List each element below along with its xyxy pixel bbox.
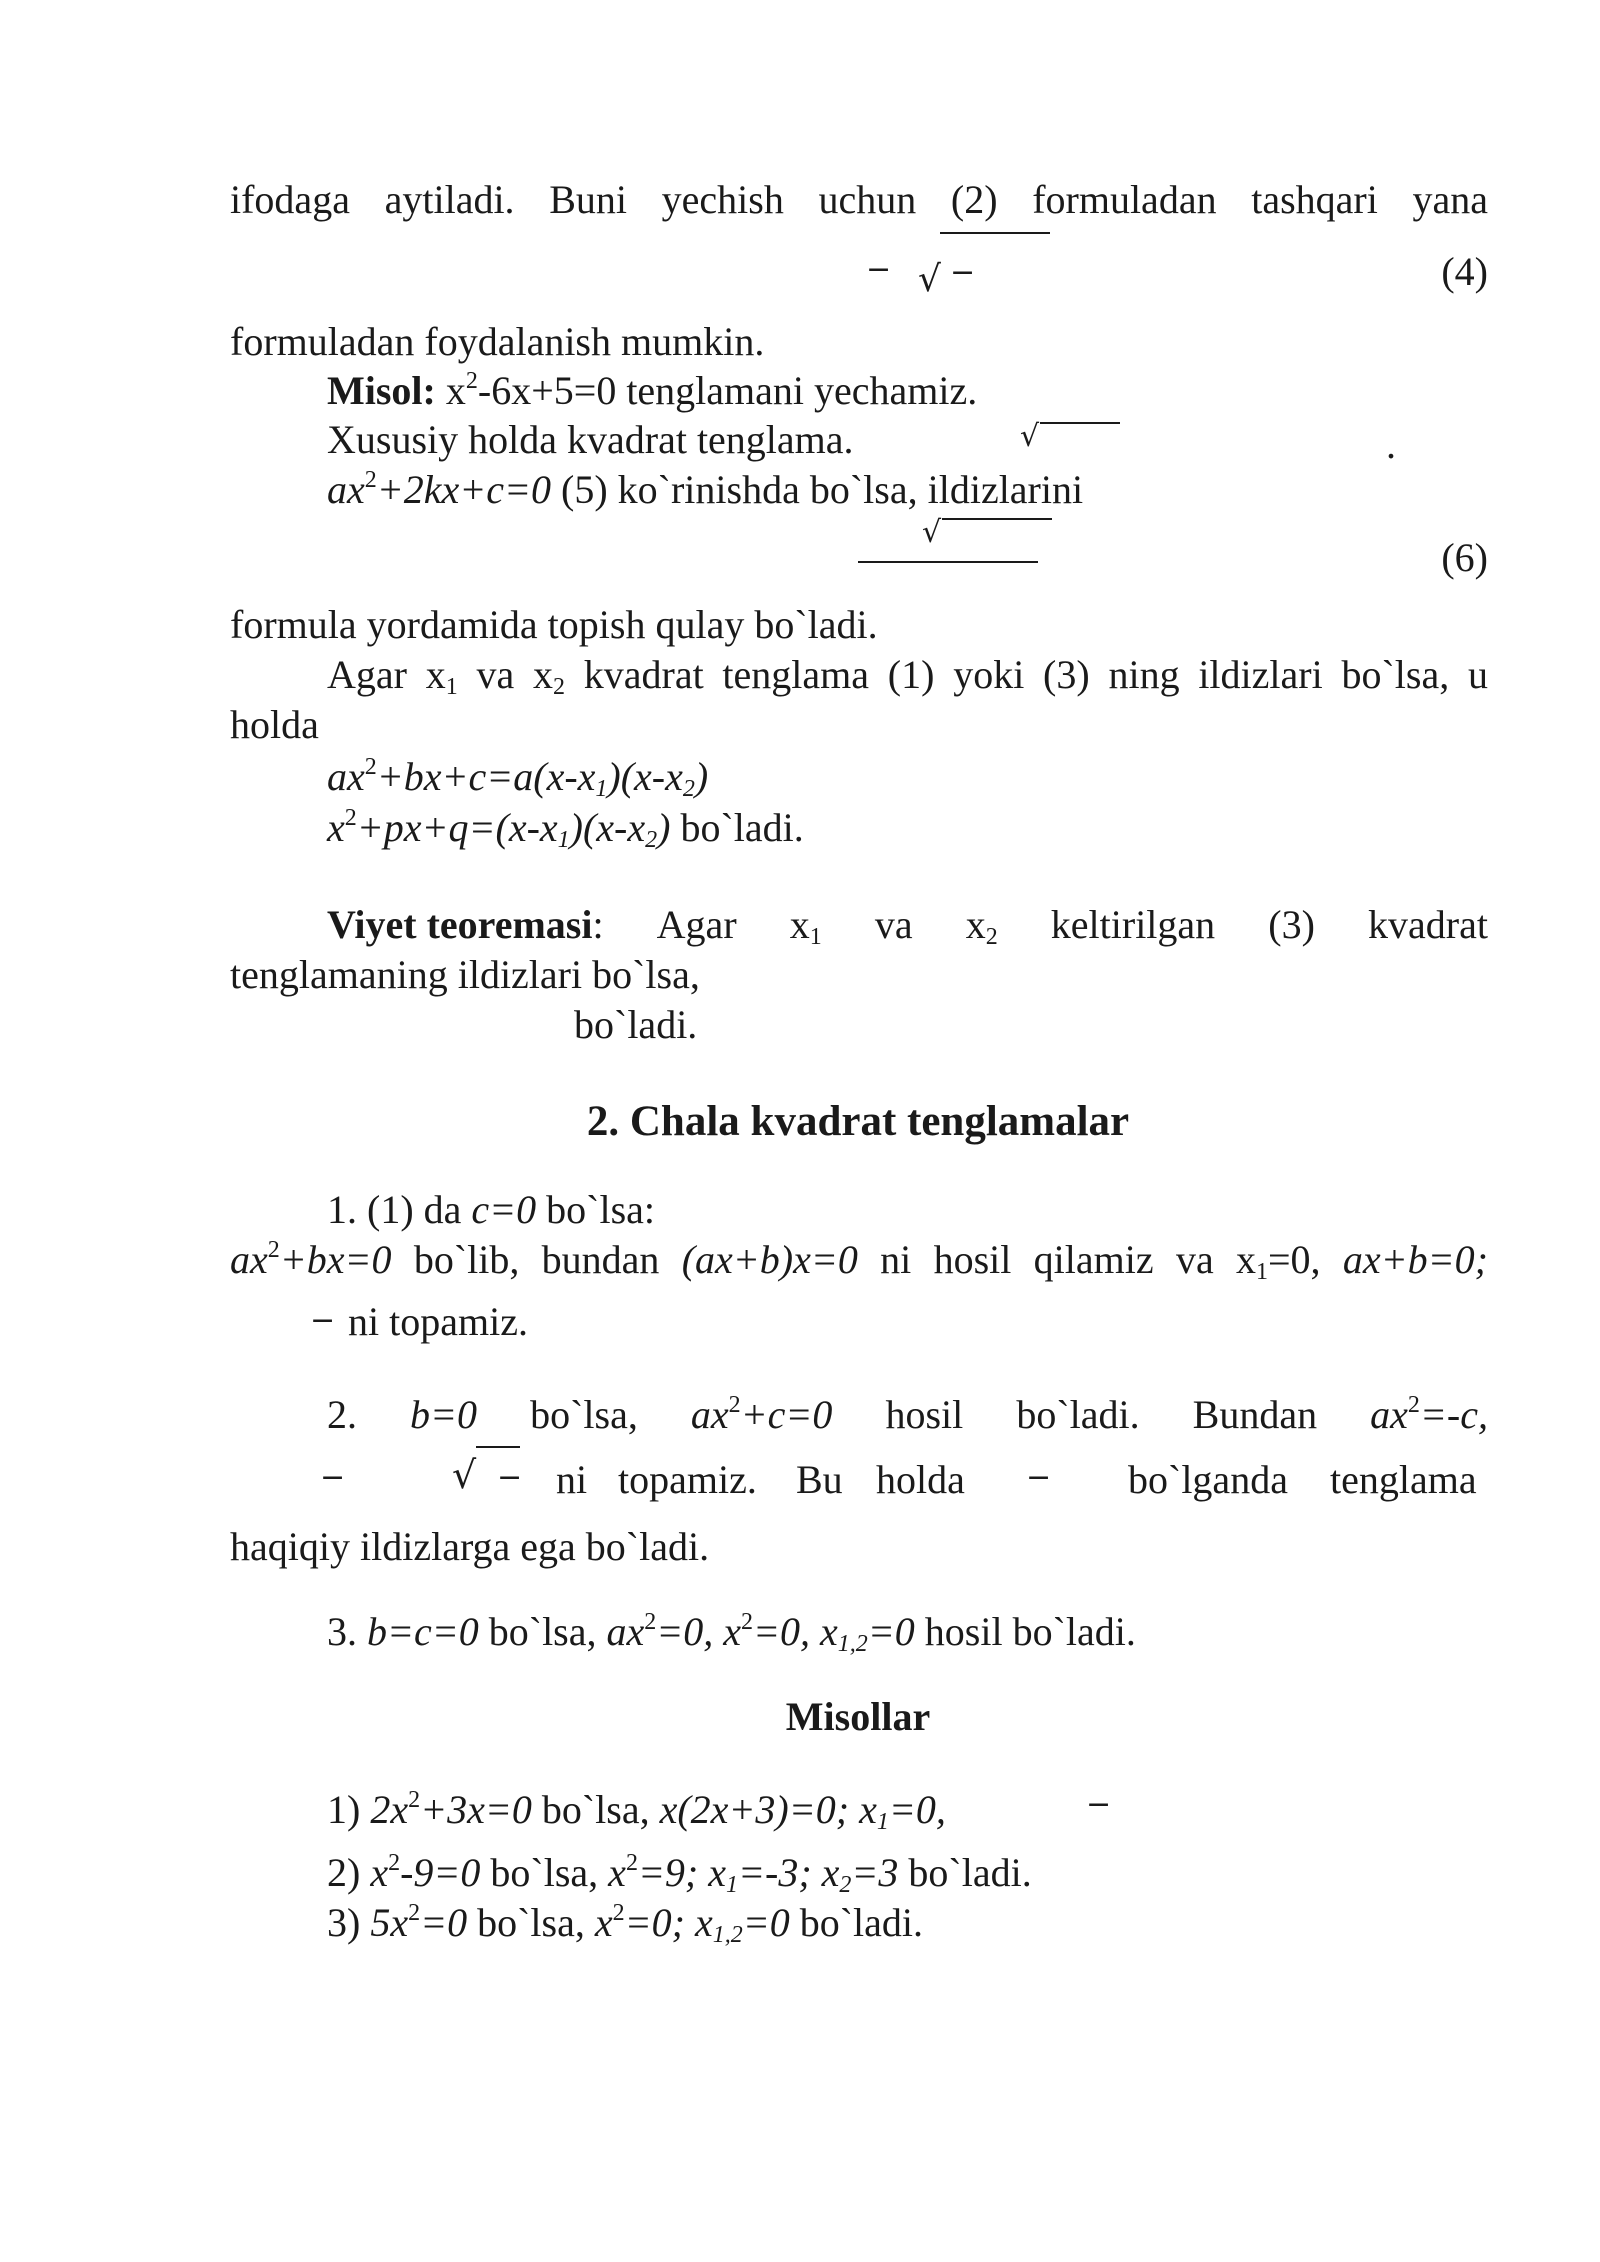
theorem-label: Viyet teoremasi	[327, 902, 593, 947]
text: ni	[880, 1237, 912, 1282]
text: formuladan foydalanish mumkin.	[230, 319, 765, 364]
formula-text: ax	[230, 1237, 268, 1282]
text: 2)	[327, 1850, 371, 1895]
superscript: 2	[465, 368, 478, 394]
text: Xususiy holda kvadrat tenglama.	[327, 417, 854, 462]
formula-text: ax+b=0;	[1342, 1237, 1488, 1282]
paragraph-line	[230, 952, 700, 997]
radical-bar	[476, 1446, 520, 1448]
text: holda	[230, 702, 319, 747]
text: bo`lsa,	[531, 1787, 660, 1832]
text: ifodaga aytiladi. Buni yechish uchun (2) formuladan tashqari yana	[230, 177, 1488, 222]
formula-text: b=0	[410, 1392, 478, 1437]
text: bo`lsa,	[530, 1392, 638, 1437]
superscript: 2	[408, 1787, 421, 1813]
paragraph-line	[574, 1002, 698, 1047]
example-item	[327, 1787, 946, 1835]
formula-text: )(x-x	[607, 754, 683, 799]
example-item	[327, 1900, 924, 1948]
minus-sign: −	[866, 252, 892, 287]
superscript: 2	[364, 467, 377, 493]
fraction-bar	[858, 561, 1038, 563]
text: bo`ladi.	[898, 1850, 1032, 1895]
text: Bundan	[1192, 1392, 1318, 1437]
formula-text: =0, x	[753, 1609, 838, 1654]
superscript: 2	[625, 1850, 638, 1876]
text: hosil	[885, 1392, 964, 1437]
subscript: 1	[726, 1872, 739, 1898]
paragraph-line	[348, 1299, 528, 1344]
formula-text: )	[657, 805, 671, 850]
theorem-line	[327, 902, 1488, 950]
paragraph-line	[230, 1524, 710, 1569]
formula-text: ax	[327, 467, 365, 512]
formula-text: +bx=0	[279, 1237, 392, 1282]
text: bo`lsa,	[467, 1900, 595, 1945]
text: tenglamaning ildizlari bo`lsa,	[230, 952, 700, 997]
formula-text: +2kx+c=0	[376, 467, 552, 512]
paragraph-line	[327, 1187, 656, 1232]
text: 3)	[327, 1900, 371, 1945]
paragraph-line	[230, 702, 319, 747]
formula-text: +c=0	[740, 1392, 833, 1437]
paragraph-line	[327, 467, 1084, 512]
formula-text: x	[594, 1900, 613, 1945]
text: 2.	[327, 1392, 357, 1437]
text: ni	[556, 1457, 588, 1502]
text: bundan	[541, 1237, 660, 1282]
formula-text: +bx+c=a(x-x	[376, 754, 596, 799]
formula-text: ax	[1370, 1392, 1408, 1437]
subscript: 1	[809, 924, 822, 950]
text: bo`ladi.	[670, 805, 804, 850]
formula-text: x	[370, 1850, 389, 1895]
text: =0,	[1268, 1237, 1321, 1282]
superscript: 2	[644, 1609, 657, 1635]
paragraph-line	[230, 319, 765, 364]
subscript: 1	[445, 674, 458, 700]
formula-text: =0; x	[624, 1900, 713, 1945]
text: Agar x	[327, 652, 446, 697]
example-item	[327, 1850, 1032, 1898]
subscript: 2	[839, 1872, 852, 1898]
formula	[1370, 1392, 1488, 1437]
formula-text: ax	[690, 1392, 729, 1437]
formula-text: =0	[867, 1609, 915, 1654]
formula-text: =0	[420, 1900, 468, 1945]
superscript: 2	[388, 1850, 401, 1876]
subscript: 1,2	[837, 1631, 868, 1657]
text: bo`lsa,	[480, 1850, 609, 1895]
text: bo`ladi.	[574, 1002, 698, 1047]
text: Agar	[656, 902, 737, 947]
text: bo`lsa,	[478, 1609, 607, 1654]
formula-text: =3	[851, 1850, 899, 1895]
text: holda	[876, 1457, 965, 1502]
text: x	[1236, 1237, 1256, 1282]
subscript: 1	[876, 1809, 889, 1835]
variable	[789, 902, 822, 950]
superscript: 2	[741, 1609, 754, 1635]
text: va	[1175, 1237, 1214, 1282]
text: bo`lib,	[413, 1237, 520, 1282]
text: topamiz.	[618, 1457, 757, 1502]
formula-text: +px+q=(x-x	[356, 805, 558, 850]
formula-text: -9=0	[400, 1850, 481, 1895]
example-line	[327, 368, 978, 413]
subscript: 2	[552, 674, 565, 700]
text: x	[965, 902, 986, 947]
text: kvadrat tenglama (1) yoki (3) ning ildizlari bo`lsa, u	[564, 652, 1488, 697]
text: formula yordamida topish qulay bo`ladi.	[230, 602, 878, 647]
paragraph-line	[327, 1392, 1488, 1437]
paragraph-line	[230, 602, 878, 647]
radical-bar	[940, 232, 1050, 234]
formula-line	[327, 754, 709, 802]
formula-text: ax	[606, 1609, 645, 1654]
formula-text: )(x-x	[569, 805, 646, 850]
sqrt-icon: √	[452, 1453, 477, 1497]
formula	[1236, 1237, 1321, 1285]
formula-text: x	[608, 1850, 626, 1895]
text: va	[874, 902, 913, 947]
subscript: 1	[557, 827, 570, 853]
minus-sign: −	[320, 1460, 346, 1495]
formula-line	[327, 805, 804, 853]
formula-text: 5x	[370, 1900, 409, 1945]
paragraph-line	[327, 417, 854, 462]
text: 3.	[327, 1609, 367, 1654]
text: hosil	[933, 1237, 1012, 1282]
formula-text: =0	[742, 1900, 790, 1945]
subscript: 2	[985, 924, 998, 950]
text: bo`lsa:	[536, 1187, 656, 1232]
superscript: 2	[612, 1900, 625, 1926]
theorem-title	[327, 902, 604, 947]
paragraph-line	[327, 652, 1488, 700]
text: bo`ladi.	[1016, 1392, 1140, 1437]
subscript: 1,2	[712, 1922, 743, 1948]
sqrt-icon: √	[1020, 419, 1040, 454]
text: haqiqiy ildizlarga ega bo`ladi.	[230, 1524, 710, 1569]
formula-text: )	[694, 754, 709, 799]
variable	[965, 902, 998, 950]
minus-sign: −	[497, 1460, 523, 1495]
text: va x	[457, 652, 553, 697]
formula-text: x	[327, 805, 345, 850]
formula-text: (ax+b)x=0	[681, 1237, 858, 1282]
text: x	[789, 902, 810, 947]
radical-bar	[1040, 422, 1120, 424]
minus-sign: −	[310, 1303, 336, 1338]
subscript: 1	[595, 776, 608, 802]
sqrt-icon: √	[918, 259, 941, 300]
formula	[230, 1237, 392, 1282]
formula-text: =9; x	[637, 1850, 727, 1895]
text: ni topamiz.	[348, 1299, 528, 1344]
formula-text: 2x	[370, 1787, 409, 1832]
text: bo`ladi.	[789, 1900, 924, 1945]
text: qilamiz	[1033, 1237, 1154, 1282]
formula-text: x(2x+3)=0; x	[659, 1787, 877, 1832]
formula-text: =-3; x	[738, 1850, 840, 1895]
text: (3)	[1268, 902, 1315, 947]
superscript: 2	[1407, 1392, 1420, 1418]
superscript: 2	[728, 1392, 741, 1418]
radical-bar	[942, 518, 1052, 520]
text: tenglama	[1330, 1457, 1477, 1502]
formula-text: b=c=0	[367, 1609, 479, 1654]
subscript: 2	[645, 827, 658, 853]
text: keltirilgan	[1050, 902, 1216, 947]
minus-sign: −	[1086, 1787, 1112, 1822]
text: -6x+5=0 tenglamani yechamiz.	[477, 368, 978, 413]
text: :	[592, 902, 604, 947]
sqrt-icon: √	[922, 515, 942, 550]
formula-text: +3x=0	[420, 1787, 532, 1832]
text: (5) ko`rinishda bo`lsa, ildizlarini	[551, 467, 1084, 512]
minus-sign: −	[950, 255, 976, 290]
text: 1)	[327, 1787, 371, 1832]
formula-text: c=0	[471, 1187, 537, 1232]
text: 1. (1) da	[327, 1187, 472, 1232]
equation-number: (4)	[1441, 249, 1488, 294]
subscript: 1	[1256, 1259, 1268, 1285]
subscript: 2	[682, 776, 695, 802]
paragraph-line	[327, 1609, 1136, 1657]
formula	[690, 1392, 833, 1437]
minus-sign: −	[1026, 1460, 1052, 1495]
section-heading: 2. Chala kvadrat tenglamalar	[586, 1098, 1130, 1145]
equation-number: (6)	[1441, 535, 1488, 580]
superscript: 2	[344, 805, 357, 831]
text: bo`lganda	[1128, 1457, 1288, 1502]
paragraph-line	[230, 177, 1488, 222]
superscript: 2	[267, 1237, 280, 1263]
paragraph-line	[230, 1237, 1488, 1285]
text: Bu	[796, 1457, 843, 1502]
formula-text: =-c,	[1419, 1392, 1488, 1437]
example-label: Misol:	[327, 368, 436, 413]
period: .	[1386, 422, 1396, 467]
formula-text: =0, x	[656, 1609, 742, 1654]
superscript: 2	[408, 1900, 421, 1926]
text: hosil bo`ladi.	[914, 1609, 1136, 1654]
formula-text: =0,	[888, 1787, 946, 1832]
superscript: 2	[364, 754, 377, 780]
subsection-heading: Misollar	[785, 1694, 931, 1739]
text: x	[435, 368, 466, 413]
text: kvadrat	[1368, 902, 1488, 947]
formula-text: ax	[327, 754, 365, 799]
